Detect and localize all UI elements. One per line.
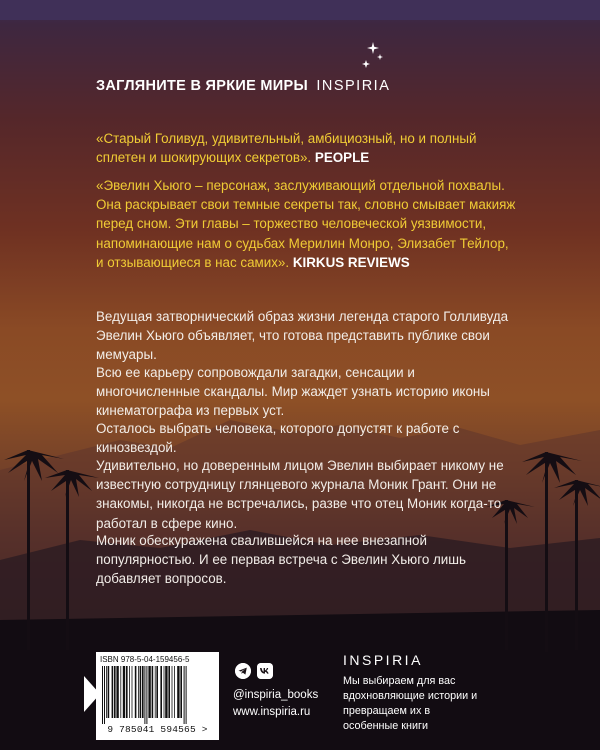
barcode-bar xyxy=(148,666,150,718)
description-paragraph: Ведущая затворнический образ жизни легенда старого Голливуда Эвелин Хьюго объявляет, что готова представить публике свои мемуары. xyxy=(96,309,509,363)
barcode-bars xyxy=(100,666,215,724)
barcode-bar xyxy=(106,666,107,718)
publisher-blurb: Мы выбираем для вас вдохновляющие истории и превращаем их в особенные книги xyxy=(343,675,478,732)
barcode-bar xyxy=(160,666,162,718)
barcode-bar xyxy=(140,666,142,718)
barcode-bar xyxy=(180,666,182,718)
barcode xyxy=(96,652,219,740)
barcode-bar xyxy=(156,666,158,718)
review-quote-kirkus xyxy=(96,176,516,272)
vk-icon[interactable] xyxy=(257,663,273,679)
tagline-text: ЗАГЛЯНИТЕ В ЯРКИЕ МИРЫ xyxy=(96,78,308,94)
barcode-digits: 9 785041 594565 > xyxy=(107,724,208,735)
description-paragraph: Удивительно, но доверенным лицом Эвелин выбирает никому не известную сотрудницу глянцевого журнала Моник Грант. Они не знакомы, никогда не встречались, разве что отец Моник когда-то работал в сфере кино. xyxy=(96,458,504,531)
barcode-bar xyxy=(112,666,114,718)
social-handle[interactable]: @inspiria_books xyxy=(233,689,319,701)
barcode-bar xyxy=(138,666,139,718)
barcode-bar xyxy=(142,666,144,718)
description-paragraph: Моник обескуражена свалившейся на нее внезапной популярностью. И ее первая встреча с Эвелин Хьюго лишь добавляет вопросов. xyxy=(96,533,466,587)
barcode-bar xyxy=(102,666,103,724)
barcode-bar xyxy=(132,666,133,718)
barcode-bar xyxy=(135,666,137,718)
barcode-bar xyxy=(168,666,170,718)
barcode-bar xyxy=(108,666,110,718)
tagline-brand: INSPIRIA xyxy=(316,78,391,94)
barcode-bar xyxy=(164,666,165,718)
barcode-bar xyxy=(186,666,187,724)
description-paragraph: Всю ее карьеру сопровождали загадки, сенсации и многочисленные скандалы. Мир жаждет узнать историю иконы кинематографа из первых уст. xyxy=(96,365,490,419)
telegram-icon[interactable] xyxy=(235,663,251,679)
barcode-bar xyxy=(146,666,147,724)
barcode-bar xyxy=(104,666,105,724)
barcode-bar xyxy=(120,666,121,718)
series-tagline xyxy=(96,78,390,94)
quote-source: PEOPLE xyxy=(314,150,370,166)
quote-text: «Старый Голивуд, удивительный, амбициозный, но и полный сплетен и шокирующих секретов». xyxy=(96,131,477,166)
review-quote-people xyxy=(96,129,516,167)
barcode-bar xyxy=(144,666,145,724)
barcode-bar xyxy=(155,666,156,718)
website-link[interactable]: www.inspiria.ru xyxy=(233,706,311,718)
barcode-bar xyxy=(177,666,179,718)
publisher-logo: INSPIRIA xyxy=(343,652,423,668)
quote-text: «Эвелин Хьюго – персонаж, заслуживающий отдельной похвалы. Она раскрывает свои темные секреты так, словно смывает макияж перед сном. Эти главы – торжество человеческой уязвимости, напоминающие нам о судьбах Мерилин Монро, Элизабет Тейлор, и отзывающиеся в нас самих». xyxy=(96,178,516,270)
barcode-bar xyxy=(184,666,185,724)
barcode-bar xyxy=(123,666,125,718)
barcode-bar xyxy=(129,666,130,718)
barcode-bar xyxy=(116,666,118,718)
barcode-bar xyxy=(174,666,175,718)
barcode-bar xyxy=(126,666,128,718)
barcode-bar xyxy=(114,666,116,718)
quote-source: KIRKUS REVIEWS xyxy=(292,254,410,270)
barcode-bar xyxy=(172,666,173,718)
barcode-bar xyxy=(152,666,154,718)
sparkle-stars-icon xyxy=(356,40,386,74)
description-paragraph: Осталось выбрать человека, которого допустят к работе с кинозвездой. xyxy=(96,421,460,456)
isbn-text: ISBN 978-5-04-159456-5 xyxy=(100,655,190,664)
barcode-bar xyxy=(165,666,167,718)
